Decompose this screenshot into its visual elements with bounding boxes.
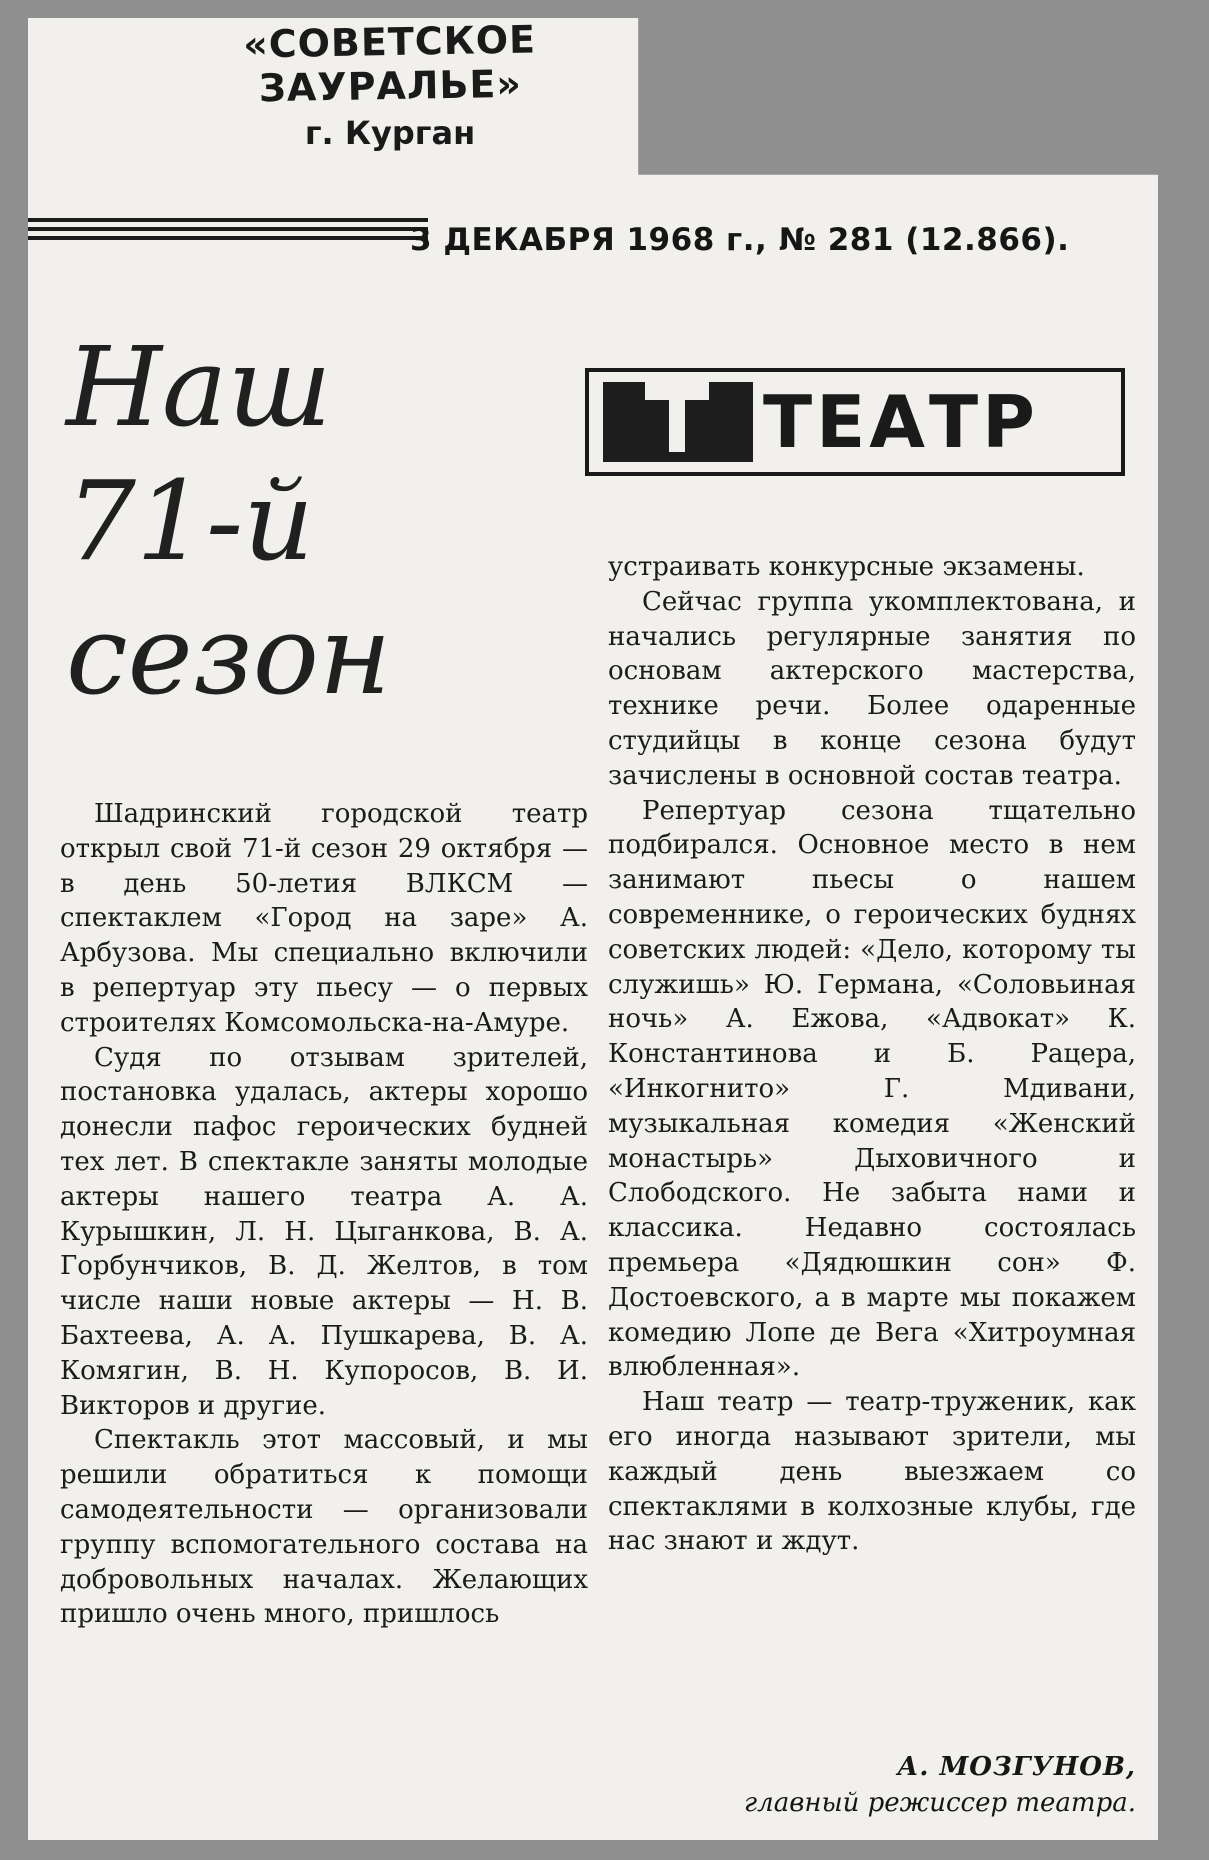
paragraph: Спектакль этот массовый, и мы решили обратиться к помощи самодеятельности — организовали группу вспомогательного состава на добровольных началах. Желающих пришло очень много, пришлось xyxy=(60,1425,588,1630)
paragraph: Сейчас группа укомплектована, и начались регулярные занятия по основам актерского мастерства, технике речи. Более одаренные студийцы в конце сезона будут зачислены в основной состав театра. xyxy=(608,586,1136,791)
paragraph: Наш театр — театр-труженик, как его иногда называют зрители, мы каждый день выезжаем со спектаклями в колхозные клубы, где нас знают и ждут. xyxy=(608,1387,1136,1557)
headline-line-1: Наш xyxy=(66,323,332,451)
paragraph: Шадринский городской театр открыл свой 71-й сезон 29 октября — в день 50-летия ВЛКСМ — спектаклем «Город на заре» А. Арбузова. Мы специально включили в репертуар эту пьесу — о первых строителях Комсомольска-на-Амуре. xyxy=(60,799,588,1038)
author-role: главный режиссер театра. xyxy=(744,1788,1136,1818)
article-headline xyxy=(66,320,396,722)
paragraph: Репертуар сезона тщательно подбирался. Основное место в нем занимают пьесы о нашем современнике, о героических буднях советских людей: «Дело, которому ты служишь» Ю. Германа, «Соловьиная ночь» А. Ежова, «Адвокат» К. Константинова и Б. Рацера, «Инкогнито» Г. Мдивани, музыкальная комедия «Женский монастырь» Дыховичного и Слободского. Не забыта нами и классика. Недавно состоялась премьера «Дядюшкин сон» Ф. Достоевского, а в марте мы покажем комедию Лопе де Вега «Хитроумная влюбленная». xyxy=(608,795,1136,1383)
rubric-label: ТЕАТР xyxy=(763,380,1039,464)
paragraph: устраивать конкурсные экзамены. xyxy=(608,552,1085,582)
dateline: 3 ДЕКАБРЯ 1968 г., № 281 (12.866). xyxy=(410,222,1070,258)
newspaper-city: г. Курган xyxy=(304,114,476,152)
newspaper-name: «СОВЕТСКОЕ ЗАУРАЛЬЕ» xyxy=(242,17,537,111)
newspaper-stamp xyxy=(150,17,630,152)
paragraph: Судя по отзывам зрителей, постановка удалась, актеры хорошо донесли пафос героических будней тех лет. В спектакле заняты молодые актеры нашего театра А. А. Курышкин, Л. Н. Цыганкова, В. А. Горбунчиков, В. Д. Желтов, в том числе наши новые актеры — Н. В. Бахтеева, А. А. Пушкарева, В. А. Комягин, В. Н. Купоросов, В. И. Викторов и другие. xyxy=(60,1042,588,1421)
rubric-theatre xyxy=(585,368,1125,476)
headline-line-2: 71-й xyxy=(66,457,314,585)
article-column-right xyxy=(608,550,1136,1559)
headline-line-3: сезон xyxy=(66,591,392,719)
article-column-left xyxy=(60,797,588,1632)
decorative-rules xyxy=(28,218,428,245)
author-name: А. МОЗГУНОВ, xyxy=(897,1752,1136,1782)
